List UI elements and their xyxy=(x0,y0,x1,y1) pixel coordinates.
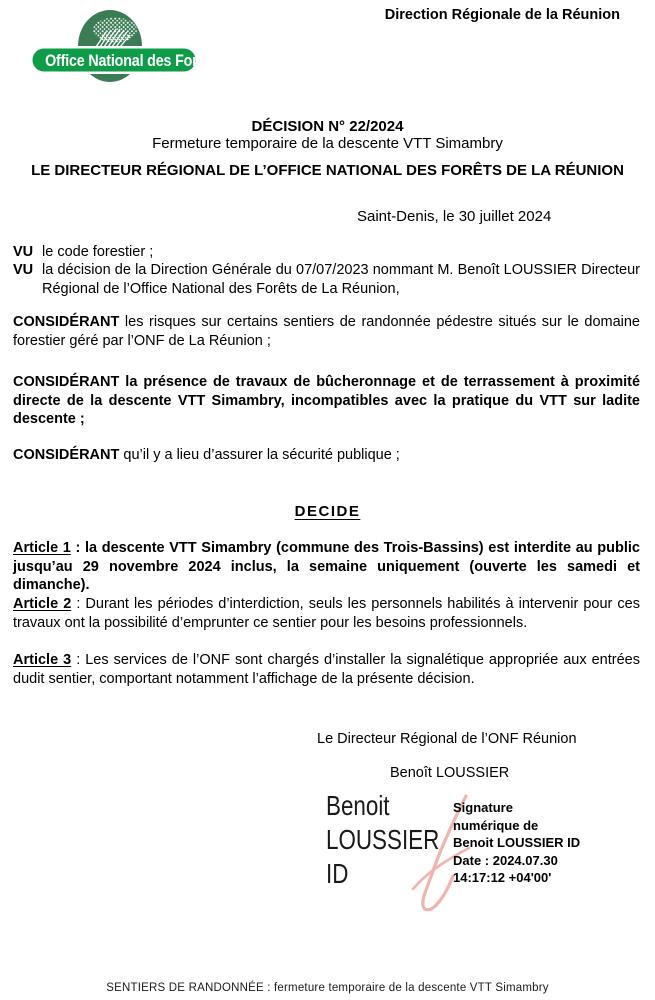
closing-function-line: Le Directeur Régional de l’ONF Réunion xyxy=(317,731,577,747)
vu-text: la décision de la Direction Générale du 07/07/2023 nommant M. Benoît LOUSSIER Directeur Régional de l’Office National des Forêts de La Réunion, xyxy=(42,262,640,297)
considerant-label: CONSIDÉRANT xyxy=(13,314,120,330)
considerant-paragraph xyxy=(13,373,640,429)
article-paragraph xyxy=(13,651,640,688)
vu-label: VU xyxy=(13,244,34,260)
considerant-text: les risques sur certains sentiers de randonnée pédestre situés sur le domaine forestier géré par l’ONF de La Réunion ; xyxy=(13,314,640,349)
considerant-text: la présence de travaux de bûcheronnage et de terrassement à proximité directe de la descente VTT Simambry, incompatibles avec la pratique du VTT sur ladite descente ; xyxy=(13,374,641,427)
article-label: Article 1 xyxy=(13,540,71,556)
article-label: Article 2 xyxy=(13,596,72,612)
signature-detail-line: Benoit LOUSSIER ID xyxy=(453,835,581,850)
vu-item xyxy=(13,261,640,298)
signature-detail-line: Date : 2024.07.30 xyxy=(453,852,558,868)
signature-name-line: LOUSSIER xyxy=(326,824,440,855)
logo-banner-label: Office National des Forêts xyxy=(45,51,218,70)
article-paragraph xyxy=(13,595,640,632)
vu-label: VU xyxy=(13,262,34,278)
place-date-line: Saint-Denis, le 30 juillet 2024 xyxy=(357,208,552,225)
signature-detail-line: numérique de xyxy=(453,817,539,833)
decide-heading: DECIDE xyxy=(294,503,361,520)
decision-number-title: DÉCISION N° 22/2024 xyxy=(251,118,404,135)
closing-name-line: Benoît LOUSSIER xyxy=(390,765,510,781)
article-text: : la descente VTT Simambry (commune des Trois-Bassins) est interdite au public jusqu’au 29 novembre 2024 inclus, la semaine uniquement (ouverte les samedi et dimanche). xyxy=(13,540,640,593)
signature-name-line: ID xyxy=(326,858,349,889)
vu-item xyxy=(13,243,640,262)
onf-logo-graphic xyxy=(30,9,218,85)
header-region-label: Direction Régionale de la Réunion xyxy=(384,7,620,23)
onf-logo xyxy=(30,9,218,85)
considerant-paragraph xyxy=(13,446,640,465)
vu-text: le code forestier ; xyxy=(42,244,154,260)
digital-signature-details xyxy=(453,799,623,887)
article-text: : Les services de l’ONF sont chargés d’installer la signalétique appropriée aux entrées dudit sentier, comportant notamment l’affichage de la présente décision. xyxy=(13,652,640,687)
signature-name-line: Benoit xyxy=(326,790,390,821)
director-heading: LE DIRECTEUR RÉGIONAL DE L’OFFICE NATIONAL DES FORÊTS DE LA RÉUNION xyxy=(31,162,624,179)
article-label: Article 3 xyxy=(13,652,72,668)
considerant-text: qu’il y a lieu d’assurer la sécurité publique ; xyxy=(123,447,400,463)
signature-detail-line: 14:17:12 +04'00' xyxy=(453,870,552,885)
article-text: : Durant les périodes d’interdiction, seuls les personnels habilités à intervenir pour ces travaux ont la possibilité d’emprunter ce sentier pour les besoins professionnels. xyxy=(13,596,640,631)
signature-detail-line: Signature xyxy=(453,800,513,815)
decision-subtitle: Fermeture temporaire de la descente VTT Simambry xyxy=(152,135,503,152)
considerant-label: CONSIDÉRANT xyxy=(13,374,120,390)
footer-subject-line: SENTIERS DE RANDONNÉE : fermeture temporaire de la descente VTT Simambry xyxy=(106,982,549,994)
article-paragraph xyxy=(13,539,640,595)
considerant-paragraph xyxy=(13,313,640,350)
considerant-label: CONSIDÉRANT xyxy=(13,447,120,463)
